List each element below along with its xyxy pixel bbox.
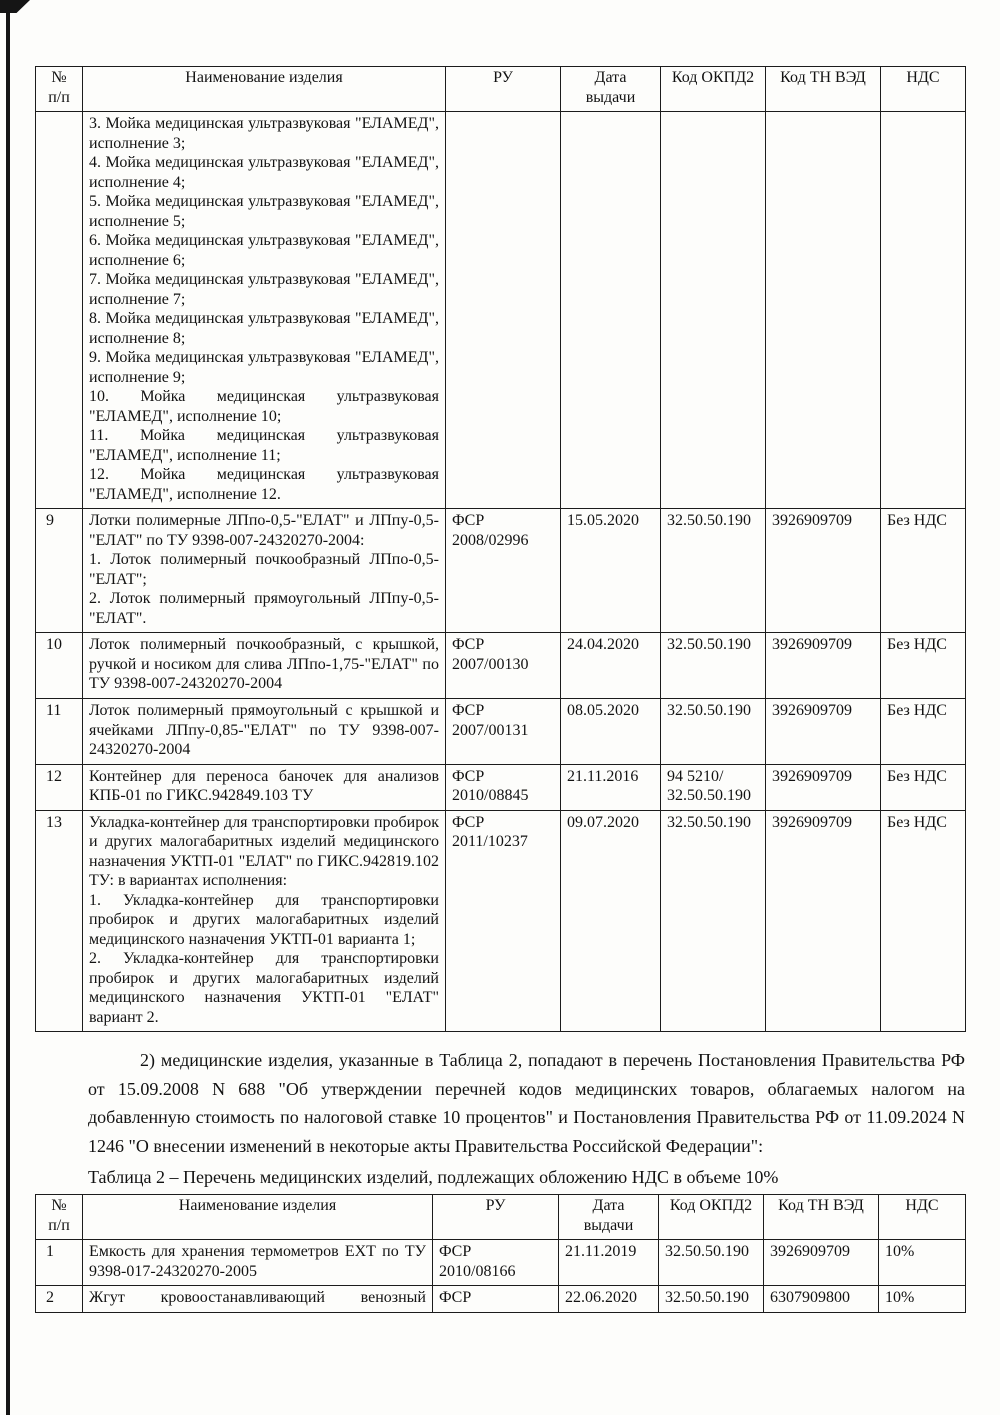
cell-num xyxy=(36,112,83,509)
cell-name: Лоток полимерный почкообразный, с крышкой, ручкой и носиком для слива ЛПпо-1,75-"ЕЛАТ" по ТУ 9398-007-24320270-2004 xyxy=(83,633,446,699)
cell-tnved: 3926909709 xyxy=(766,633,881,699)
cell-name: Лотки полимерные ЛПпо-0,5-"ЕЛАТ" и ЛПпу-0,5-"ЕЛАТ" по ТУ 9398-007-24320270-2004: 1. Лоток полимерный почкообразный ЛПпо-0,5-"ЕЛАТ"; 2. Лоток полимерный прямоугольный ЛПпу-0,5-"ЕЛАТ". xyxy=(83,509,446,633)
cell-date: 08.05.2020 xyxy=(561,698,661,764)
col-header-okpd: Код ОКПД2 xyxy=(661,67,766,112)
table-row-continuation xyxy=(36,112,966,509)
cell-name: Укладка-контейнер для транспортировки пробирок и других малогабаритных изделий медицинского назначения УКТП-01 "ЕЛАТ" по ГИКС.942819.102 ТУ: в вариантах исполнения: 1. Укладка-контейнер для транспортировки пробирок и других малогабаритных изделий медицинского назначения УКТП-01 варианта 1; 2. Укладка-контейнер для транспортировки пробирок и других малогабаритных изделий медицинского назначения УКТП-01 "ЕЛАТ" вариант 2. xyxy=(83,810,446,1032)
cell-tnved: 3926909709 xyxy=(766,764,881,810)
cell-ru: ФСР 2010/08166 xyxy=(433,1240,559,1286)
col-header-name: Наименование изделия xyxy=(83,1195,433,1240)
cell-num: 2 xyxy=(36,1286,83,1313)
col-header-ru: РУ xyxy=(433,1195,559,1240)
cell-nds: Без НДС xyxy=(881,633,966,699)
paragraph-vat-10: 2) медицинские изделия, указанные в Таблица 2, попадают в перечень Постановления Правительства РФ от 15.09.2008 N 688 "Об утверждении перечней кодов медицинских товаров, облагаемых налогом на добавленную стоимость по налоговой ставке 10 процентов" и Постановления Правительства РФ от 11.09.2024 N 1246 "О внесении изменений в некоторые акты Правительства Российской Федерации": xyxy=(88,1050,965,1156)
cell-okpd: 32.50.50.190 xyxy=(659,1240,764,1286)
products-table-2 xyxy=(35,1194,966,1313)
col-header-name: Наименование изделия xyxy=(83,67,446,112)
cell-okpd: 32.50.50.190 xyxy=(661,698,766,764)
col-header-num: № п/п xyxy=(36,67,83,112)
col-header-tnved: Код ТН ВЭД xyxy=(766,67,881,112)
cell-ru: ФСР 2007/00130 xyxy=(446,633,561,699)
table-row xyxy=(36,764,966,810)
col-header-ru: РУ xyxy=(446,67,561,112)
page-content xyxy=(35,66,965,1313)
cell-okpd xyxy=(661,112,766,509)
cell-nds: Без НДС xyxy=(881,810,966,1032)
cell-name: Лоток полимерный прямоугольный с крышкой и ячейками ЛПпу-0,85-"ЕЛАТ" по ТУ 9398-007-24320270-2004 xyxy=(83,698,446,764)
cell-date: 15.05.2020 xyxy=(561,509,661,633)
table-row xyxy=(36,1286,966,1313)
cell-date xyxy=(561,112,661,509)
col-header-num: № п/п xyxy=(36,1195,83,1240)
cell-okpd: 32.50.50.190 xyxy=(661,509,766,633)
cell-num: 10 xyxy=(36,633,83,699)
cell-ru xyxy=(446,112,561,509)
cell-tnved: 6307909800 xyxy=(764,1286,879,1313)
cell-okpd: 32.50.50.190 xyxy=(661,633,766,699)
cell-nds: Без НДС xyxy=(881,764,966,810)
col-header-tnved: Код ТН ВЭД xyxy=(764,1195,879,1240)
cell-num: 1 xyxy=(36,1240,83,1286)
cell-num: 9 xyxy=(36,509,83,633)
table-header-row xyxy=(36,1195,966,1240)
cell-nds: Без НДС xyxy=(881,509,966,633)
cell-tnved: 3926909709 xyxy=(766,509,881,633)
cell-ru: ФСР 2008/02996 xyxy=(446,509,561,633)
text-block xyxy=(88,1046,965,1191)
table-row xyxy=(36,1240,966,1286)
cell-nds xyxy=(881,112,966,509)
scan-edge-line xyxy=(6,0,10,1415)
cell-ru: ФСР 2010/08845 xyxy=(446,764,561,810)
cell-okpd: 94 5210/ 32.50.50.190 xyxy=(661,764,766,810)
table-row xyxy=(36,509,966,633)
cell-tnved: 3926909709 xyxy=(766,698,881,764)
cell-date: 22.06.2020 xyxy=(559,1286,659,1313)
col-header-nds: НДС xyxy=(879,1195,966,1240)
table-row xyxy=(36,698,966,764)
cell-tnved xyxy=(766,112,881,509)
cell-ru: ФСР xyxy=(433,1286,559,1313)
cell-nds: 10% xyxy=(879,1286,966,1313)
cell-nds: 10% xyxy=(879,1240,966,1286)
col-header-date: Дата выдачи xyxy=(559,1195,659,1240)
cell-ru: ФСР 2011/10237 xyxy=(446,810,561,1032)
col-header-date: Дата выдачи xyxy=(561,67,661,112)
cell-okpd: 32.50.50.190 xyxy=(659,1286,764,1313)
cell-nds: Без НДС xyxy=(881,698,966,764)
table-header-row xyxy=(36,67,966,112)
col-header-okpd: Код ОКПД2 xyxy=(659,1195,764,1240)
cell-name: Емкость для хранения термометров ЕХТ по ТУ 9398-017-24320270-2005 xyxy=(83,1240,433,1286)
table-row xyxy=(36,810,966,1032)
cell-num: 11 xyxy=(36,698,83,764)
cell-okpd: 32.50.50.190 xyxy=(661,810,766,1032)
table2-caption: Таблица 2 – Перечень медицинских изделий, подлежащих обложению НДС в объеме 10% xyxy=(88,1166,779,1187)
cell-date: 09.07.2020 xyxy=(561,810,661,1032)
cell-date: 24.04.2020 xyxy=(561,633,661,699)
cell-name: Жгут кровоостанавливающий венозный xyxy=(83,1286,433,1313)
table-row xyxy=(36,633,966,699)
col-header-nds: НДС xyxy=(881,67,966,112)
cell-ru: ФСР 2007/00131 xyxy=(446,698,561,764)
cell-date: 21.11.2016 xyxy=(561,764,661,810)
cell-num: 13 xyxy=(36,810,83,1032)
cell-num: 12 xyxy=(36,764,83,810)
cell-date: 21.11.2019 xyxy=(559,1240,659,1286)
cell-tnved: 3926909709 xyxy=(766,810,881,1032)
products-table-1 xyxy=(35,66,966,1032)
scan-corner-mark xyxy=(0,0,30,13)
cell-tnved: 3926909709 xyxy=(764,1240,879,1286)
cell-name: 3. Мойка медицинская ультразвуковая "ЕЛАМЕД", исполнение 3; 4. Мойка медицинская ультразвуковая "ЕЛАМЕД", исполнение 4; 5. Мойка медицинская ультразвуковая "ЕЛАМЕД", исполнение 5; 6. Мойка медицинская ультразвуковая "ЕЛАМЕД", исполнение 6; 7. Мойка медицинская ультразвуковая "ЕЛАМЕД", исполнение 7; 8. Мойка медицинская ультразвуковая "ЕЛАМЕД", исполнение 8; 9. Мойка медицинская ультразвуковая "ЕЛАМЕД", исполнение 9; 10. Мойка медицинская ультразвуковая "ЕЛАМЕД", исполнение 10; 11. Мойка медицинская ультразвуковая "ЕЛАМЕД", исполнение 11; 12. Мойка медицинская ультразвуковая "ЕЛАМЕД", исполнение 12. xyxy=(83,112,446,509)
cell-name: Контейнер для переноса баночек для анализов КПБ-01 по ГИКС.942849.103 ТУ xyxy=(83,764,446,810)
